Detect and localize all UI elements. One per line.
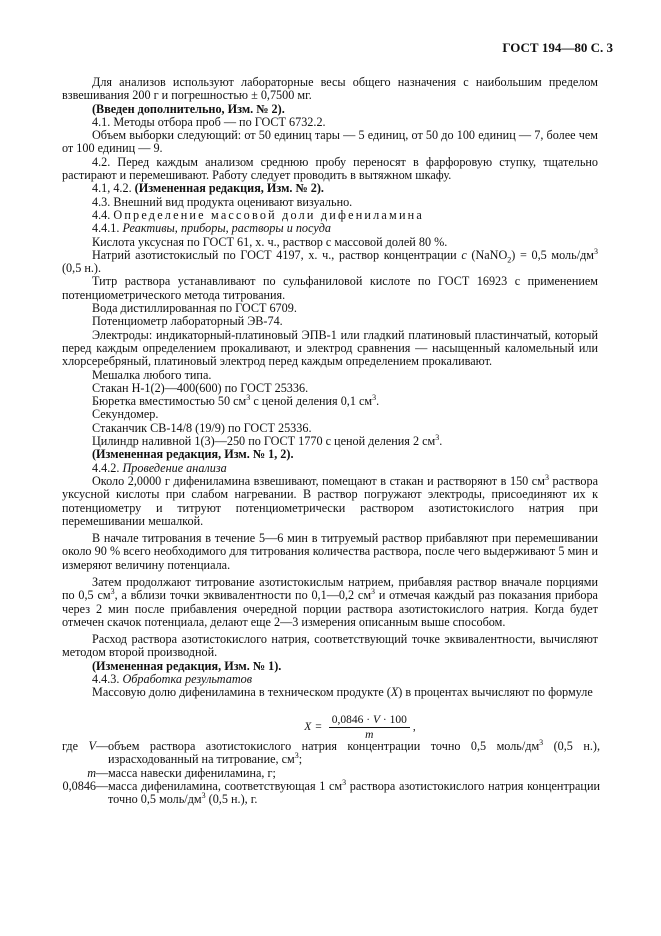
amendment-note: (Введен дополнительно, Изм. № 2). bbox=[92, 101, 285, 116]
text: Цилиндр наливной 1(3)—250 по ГОСТ 1770 с ценой деления 2 см bbox=[92, 434, 436, 449]
superscript: 3 bbox=[294, 751, 299, 761]
paragraph: Кислота уксусная по ГОСТ 61, х. ч., раствор с массовой долей 80 %. bbox=[92, 234, 448, 249]
text: (0,5 н.), израсходованный на титрование, см bbox=[108, 739, 601, 767]
legend-item bbox=[0, 767, 600, 780]
subsection-heading bbox=[62, 673, 598, 686]
paragraph: Мешалка любого типа. bbox=[92, 367, 212, 382]
superscript: 3 bbox=[435, 432, 440, 442]
paragraph: Титр раствора устанавливают по сульфаниловой кислоте по ГОСТ 16923 с применением потенциометрического метода титрования. bbox=[62, 274, 598, 302]
text: раствора азотистокислого натрия концентрации точно 0,5 моль/дм bbox=[108, 778, 600, 807]
paragraph: Стакан Н-1(2)—400(600) по ГОСТ 25336. bbox=[92, 380, 309, 395]
text: и отмечая каждый раз показания прибора через 2 мин после прибавления очередной порции раствора азотистокислого натрия. Когда будет отмечен скачок потенциала, делают еще 2—3 измерения описанным выше способом. bbox=[62, 588, 598, 629]
superscript: 3 bbox=[201, 791, 206, 801]
subsection-title: Проведение анализа bbox=[122, 460, 227, 475]
paragraph bbox=[62, 432, 598, 449]
text: (0,5 н.). bbox=[62, 261, 102, 276]
text: ; bbox=[298, 752, 303, 767]
paragraph: Расход раствора азотистокислого натрия, соответствующий точке эквивалентности, вычисляют методом второй производной. bbox=[62, 632, 598, 660]
superscript: 3 bbox=[342, 777, 347, 787]
symbol: V bbox=[373, 713, 381, 726]
paragraph: Стаканчик СВ-14/8 (19/9) по ГОСТ 25336. bbox=[92, 420, 312, 435]
superscript: 3 bbox=[372, 393, 377, 403]
section-number: 4.4.3. bbox=[92, 672, 120, 687]
paragraph: В начале титрования в течение 5—6 мин в титруемый раствор прибавляют при перемешивании около 90 % всего необходимого для титрования количества раствора, после чего выдерживают 5 мин и измеряют величину потенциала. bbox=[62, 531, 598, 572]
legend-where: где bbox=[62, 739, 79, 753]
amendment-note: (Измененная редакция, Изм. № 1, 2). bbox=[92, 447, 294, 462]
paragraph: Объем выборки следующий: от 50 единиц тары — 5 единиц, от 50 до 100 единиц — 7, более чем от 100 единиц — 9. bbox=[62, 128, 598, 156]
subsection-heading bbox=[62, 222, 598, 235]
legend-symbol: V bbox=[88, 739, 96, 753]
legend-text: масса навески дифениламина, г; bbox=[108, 765, 276, 780]
superscript: 3 bbox=[539, 737, 544, 747]
paragraph: 4.2. Перед каждым анализом среднюю пробу переносят в фарфоровую ступку, тщательно растирают и перемешивают. Работу следует проводить в вытяжном шкафу. bbox=[62, 154, 598, 183]
subsection-heading bbox=[62, 462, 598, 475]
section-heading bbox=[62, 209, 598, 222]
paragraph: Электроды: индикаторный-платиновый ЭПВ-1 или гладкий платиновый пластинчатый, который перед каждым определением прокаливают, и электрод сравнения — насыщенный каломельный или хлорсеребряный, платиновый электрод перед каждым определением прокаливают. bbox=[62, 327, 598, 369]
text: Около 2,0000 г дифениламина взвешивают, помещают в стакан и растворяют в 150 см bbox=[92, 473, 545, 488]
legend-text bbox=[108, 777, 600, 807]
paragraph: Секундомер. bbox=[92, 407, 159, 422]
legend-item bbox=[0, 737, 601, 767]
text: . bbox=[439, 434, 443, 449]
text: с ценой деления 0,1 см bbox=[250, 394, 373, 409]
legend-text bbox=[108, 737, 601, 767]
section-title: Определение массовой доли дифениламина bbox=[113, 207, 424, 222]
text: ) = 0,5 моль/дм bbox=[511, 247, 594, 262]
paragraph: Для анализов используют лабораторные весы общего назначения с наибольшим пределом взвешивания 200 г и погрешностью ± 0,7500 мг. bbox=[62, 75, 598, 103]
paragraph: 4.3. Внешний вид продукта оценивают визуально. bbox=[92, 194, 353, 209]
document-body bbox=[62, 76, 598, 759]
paragraph bbox=[62, 576, 598, 629]
legend-symbol: m bbox=[87, 765, 96, 780]
text: Натрий азотистокислый по ГОСТ 4197, х. ч., раствор концентрации bbox=[92, 247, 457, 262]
legend-item bbox=[0, 777, 600, 807]
text: масса дифениламина, соответствующая 1 см bbox=[108, 778, 343, 793]
section-number: 4.4.1. bbox=[92, 221, 120, 236]
paragraph bbox=[62, 246, 598, 276]
superscript: 3 bbox=[246, 393, 251, 403]
superscript: 3 bbox=[371, 587, 376, 597]
amendment-note: (Измененная редакция, Изм. № 2). bbox=[134, 181, 324, 196]
section-ref: 4.1, 4.2. bbox=[92, 181, 132, 196]
text: . bbox=[376, 394, 380, 409]
legend-symbol: 0,0846 bbox=[62, 778, 96, 793]
text: Массовую долю дифениламина в техническом продукте ( bbox=[92, 685, 391, 700]
legend bbox=[0, 737, 601, 807]
formula-denominator: m bbox=[365, 728, 374, 741]
formula-equals: = bbox=[315, 721, 322, 734]
text: раствора уксусной кислоты при слабом нагревании. В раствор погружают электроды, присоединяют их к потенциометру и титруют потенциометрически раствором азотистокислого натрия при перемешивании мешалкой. bbox=[62, 473, 598, 528]
formula bbox=[122, 714, 598, 741]
section-number: 4.4. bbox=[92, 207, 111, 222]
text: Бюретка вместимостью 50 см bbox=[92, 394, 247, 409]
subsection-title: Обработка результатов bbox=[122, 672, 253, 687]
text: Затем продолжают титрование азотистокислым натрием, прибавляя раствор вначале порциями по 0,5 см bbox=[62, 574, 598, 603]
text: 0,0846 · bbox=[331, 713, 373, 726]
formula-tail: , bbox=[412, 721, 416, 734]
text: ) в процентах вычисляют по формуле bbox=[398, 685, 593, 700]
paragraph: Потенциометр лабораторный ЭВ-74. bbox=[92, 314, 283, 329]
amendment-line bbox=[62, 182, 598, 195]
amendment-note: (Измененная редакция, Изм. № 1). bbox=[92, 658, 282, 673]
subscript: 2 bbox=[507, 255, 512, 265]
formula-fraction bbox=[329, 714, 410, 741]
paragraph: Вода дистиллированная по ГОСТ 6709. bbox=[92, 301, 297, 316]
superscript: 3 bbox=[110, 587, 115, 597]
legend-dash: — bbox=[96, 739, 109, 753]
formula-numerator bbox=[329, 714, 410, 728]
superscript: 3 bbox=[594, 246, 598, 256]
symbol: X bbox=[390, 685, 399, 700]
text: · 100 bbox=[380, 713, 407, 726]
legend-dash: — bbox=[96, 765, 109, 780]
formula-lhs: X bbox=[304, 721, 312, 734]
text: , а вблизи точки эквивалентности по 0,1—0,2 см bbox=[114, 588, 372, 603]
symbol: c bbox=[461, 247, 467, 262]
paragraph: 4.1. Методы отбора проб — по ГОСТ 6732.2. bbox=[92, 114, 326, 129]
text: (NaNO bbox=[471, 247, 508, 262]
superscript: 3 bbox=[544, 472, 549, 482]
legend-dash: — bbox=[96, 778, 109, 793]
paragraph bbox=[62, 686, 598, 699]
paragraph bbox=[62, 472, 598, 528]
page-header: ГОСТ 194—80 С. 3 bbox=[502, 40, 613, 55]
paragraph bbox=[62, 395, 598, 408]
text: (0,5 н.), г. bbox=[205, 792, 258, 807]
text: объем раствора азотистокислого натрия концентрации точно 0,5 моль/дм bbox=[108, 739, 540, 753]
subsection-title: Реактивы, приборы, растворы и посуда bbox=[122, 221, 331, 236]
section-number: 4.4.2. bbox=[92, 460, 120, 475]
